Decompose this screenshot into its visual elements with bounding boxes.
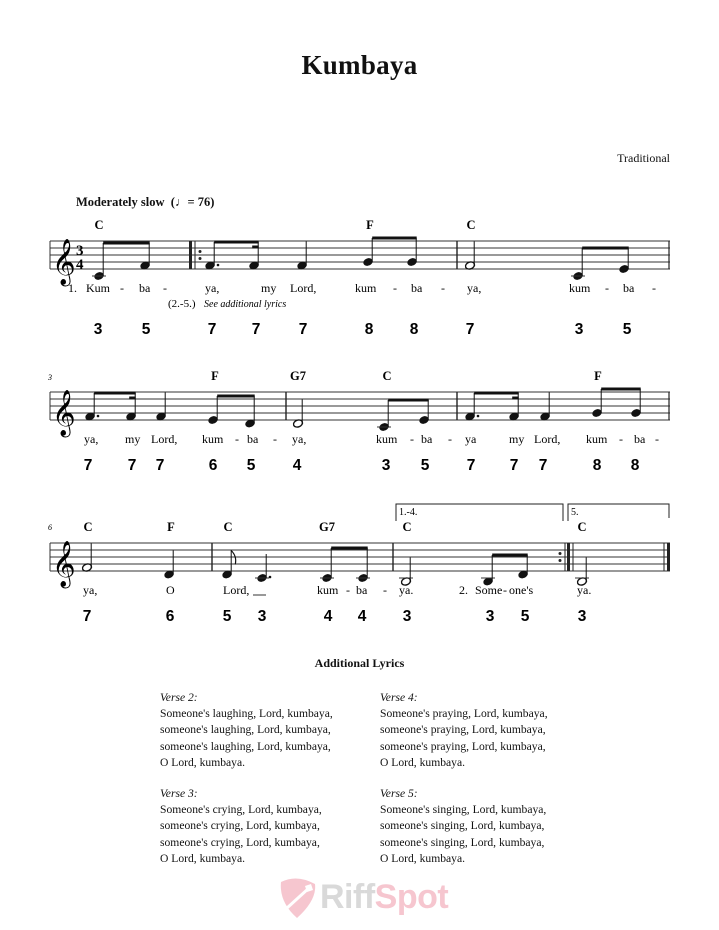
lyric-syllable: - (655, 432, 659, 446)
verse-heading: Verse 2: (160, 691, 198, 704)
lyric-syllable: kum (569, 281, 591, 295)
chord-symbol: G7 (319, 520, 335, 534)
harmonica-hole-number: 7 (298, 321, 308, 338)
harmonica-hole-number: 4 (323, 608, 333, 625)
harmonica-hole-number: 5 (622, 321, 632, 338)
harmonica-hole-number: 8 (592, 457, 602, 474)
lyric-syllable: kum (317, 583, 339, 597)
composer-credit: Traditional (617, 151, 670, 165)
chord-symbol: F (366, 218, 374, 232)
lyric-syllable: Some (475, 583, 503, 597)
harmonica-hole-number: 5 (222, 608, 232, 625)
lyric-syllable: 1. (68, 281, 77, 295)
verse-line: O Lord, kumbaya. (380, 851, 466, 865)
lyric-syllable: Lord, (151, 432, 178, 446)
verse-line: someone's crying, Lord, kumbaya, (160, 819, 320, 833)
lyric-syllable: ba (421, 432, 433, 446)
lyric-syllable: - (503, 583, 507, 597)
harmonica-hole-number: 4 (357, 608, 367, 625)
harmonica-hole-number: 7 (538, 457, 548, 474)
svg-text:3: 3 (76, 243, 84, 259)
lyric-syllable: ba (247, 432, 259, 446)
lyric-syllable: - (273, 432, 277, 446)
verse-line: someone's praying, Lord, kumbaya, (380, 739, 546, 753)
harmonica-hole-number: 3 (402, 608, 412, 625)
harmonica-hole-number: 5 (246, 457, 256, 474)
lyric-syllable: - (410, 432, 414, 446)
harmonica-hole-number: 4 (292, 457, 302, 474)
verse-line: someone's laughing, Lord, kumbaya, (160, 723, 331, 737)
lyric-syllable: Lord, (534, 432, 561, 446)
verse-line: someone's singing, Lord, kumbaya, (380, 835, 545, 849)
chord-symbol: F (594, 369, 602, 383)
guitar-pick-icon (275, 876, 319, 920)
lyric-syllable: kum (202, 432, 224, 446)
ending-1-label: 1.-4. (399, 507, 418, 518)
lyric-syllable: kum (355, 281, 377, 295)
harmonica-hole-number: 7 (82, 608, 92, 625)
harmonica-hole-number: 7 (251, 321, 261, 338)
lyric-syllable: O (166, 583, 175, 597)
chord-symbol: C (382, 369, 392, 383)
lyric-syllable: ba (634, 432, 646, 446)
lyric-syllable: one's (509, 583, 534, 597)
harmonica-hole-number: 3 (485, 608, 495, 625)
verse-line: someone's crying, Lord, kumbaya, (160, 835, 320, 849)
harmonica-hole-number: 7 (509, 457, 519, 474)
chord-symbol: F (167, 520, 175, 534)
harmonica-hole-number: 3 (577, 608, 587, 625)
lyric-syllable: ba (356, 583, 368, 597)
chord-symbol: C (94, 218, 104, 232)
lyric-syllable: - (383, 583, 387, 597)
lyric-syllable: Kum (86, 281, 110, 295)
verse-line: Someone's praying, Lord, kumbaya, (380, 707, 548, 721)
lyric-syllable: - (652, 281, 656, 295)
treble-clef-icon: 𝄞 (52, 541, 76, 587)
chord-symbol: G7 (290, 369, 306, 383)
chord-symbol: F (211, 369, 219, 383)
verse-heading: Verse 5: (380, 787, 418, 800)
lyric-syllable: - (605, 281, 609, 295)
harmonica-hole-number: 5 (420, 457, 430, 474)
harmonica-hole-number: 7 (465, 321, 475, 338)
lyric-syllable: - (235, 432, 239, 446)
verse-line: O Lord, kumbaya. (160, 755, 246, 769)
lyric-syllable: ya (465, 432, 477, 446)
tempo-text: Moderately slow (76, 195, 165, 209)
harmonica-hole-number: 3 (574, 321, 584, 338)
lyric-syllable: ya. (577, 583, 592, 597)
lyric-syllable: - (346, 583, 350, 597)
treble-clef-icon: 𝄞 (52, 390, 76, 436)
lyric-syllable: ya. (399, 583, 414, 597)
lyric-syllable: ya, (292, 432, 307, 446)
harmonica-hole-number: 6 (165, 608, 175, 625)
lyric-syllable: my (261, 281, 277, 295)
verse-line: Someone's laughing, Lord, kumbaya, (160, 707, 333, 721)
verse-line: someone's laughing, Lord, kumbaya, (160, 739, 331, 753)
harmonica-hole-number: 5 (141, 321, 151, 338)
chord-symbol: C (83, 520, 93, 534)
lyric-syllable: - (448, 432, 452, 446)
lyric-syllable: my (509, 432, 525, 446)
lyric-syllable: ya, (467, 281, 482, 295)
lyric-syllable: - (441, 281, 445, 295)
verse-line: someone's praying, Lord, kumbaya, (380, 723, 546, 737)
harmonica-hole-number: 8 (364, 321, 374, 338)
verse-3 (160, 786, 322, 867)
verse-heading: Verse 4: (380, 691, 418, 704)
lyric-syllable: Lord, (223, 583, 250, 597)
lyric-syllable: ya, (83, 583, 98, 597)
treble-clef-icon: 𝄞 (52, 239, 76, 285)
harmonica-hole-number: 6 (208, 457, 218, 474)
brand-spot: Spot (374, 878, 449, 916)
verse-line: O Lord, kumbaya. (160, 851, 246, 865)
additional-lyrics-title: Additional Lyrics (314, 656, 405, 670)
lyric-verse-note: (2.-5.) (168, 298, 196, 310)
chord-symbol: C (223, 520, 233, 534)
ending-2-label: 5. (571, 507, 579, 518)
quarter-note-icon: ♩ (174, 195, 188, 209)
tempo-value: = 76 (187, 195, 211, 209)
riffspot-watermark (275, 876, 449, 920)
chord-symbol: C (577, 520, 587, 534)
verse-4 (380, 690, 548, 771)
lyric-syllable: ya, (205, 281, 220, 295)
lyric-syllable: ya, (84, 432, 99, 446)
harmonica-hole-number: 7 (83, 457, 93, 474)
lyric-syllable: my (125, 432, 141, 446)
lyric-syllable: Lord, (290, 281, 317, 295)
verse-heading: Verse 3: (160, 787, 198, 800)
lyric-syllable: ba (139, 281, 151, 295)
brand-riff: Riff (320, 878, 375, 916)
verse-2 (160, 690, 333, 771)
harmonica-hole-number: 5 (520, 608, 530, 625)
chord-symbol: C (466, 218, 476, 232)
harmonica-hole-number: 8 (630, 457, 640, 474)
verse-line: Someone's singing, Lord, kumbaya, (380, 803, 547, 817)
measure-number: 6 (48, 523, 52, 532)
harmonica-hole-number: 7 (207, 321, 217, 338)
measure-number: 3 (48, 373, 52, 382)
harmonica-hole-number: 8 (409, 321, 419, 338)
verse-5 (380, 786, 546, 867)
verse-line: Someone's crying, Lord, kumbaya, (160, 803, 322, 817)
lyric-syllable: 2. (459, 583, 468, 597)
song-title: Kumbaya (301, 50, 418, 80)
harmonica-hole-number: 3 (93, 321, 103, 338)
lyric-syllable: - (163, 281, 167, 295)
tempo-marking: Moderately slow (♩= 76) (76, 195, 215, 209)
harmonica-hole-number: 3 (257, 608, 267, 625)
verse-line: someone's singing, Lord, kumbaya, (380, 819, 545, 833)
see-additional-lyrics: See additional lyrics (204, 299, 287, 310)
chord-symbol: C (402, 520, 412, 534)
lyric-syllable: ba (411, 281, 423, 295)
harmonica-hole-number: 7 (155, 457, 165, 474)
lyric-syllable: kum (376, 432, 398, 446)
lyric-syllable: - (619, 432, 623, 446)
harmonica-hole-number: 7 (466, 457, 476, 474)
verse-line: O Lord, kumbaya. (380, 755, 466, 769)
harmonica-hole-number: 7 (127, 457, 137, 474)
lyric-syllable: - (120, 281, 124, 295)
lyric-syllable: kum (586, 432, 608, 446)
lyric-syllable: ba (623, 281, 635, 295)
svg-text:4: 4 (76, 257, 84, 273)
harmonica-hole-number: 3 (381, 457, 391, 474)
lyric-syllable: - (393, 281, 397, 295)
